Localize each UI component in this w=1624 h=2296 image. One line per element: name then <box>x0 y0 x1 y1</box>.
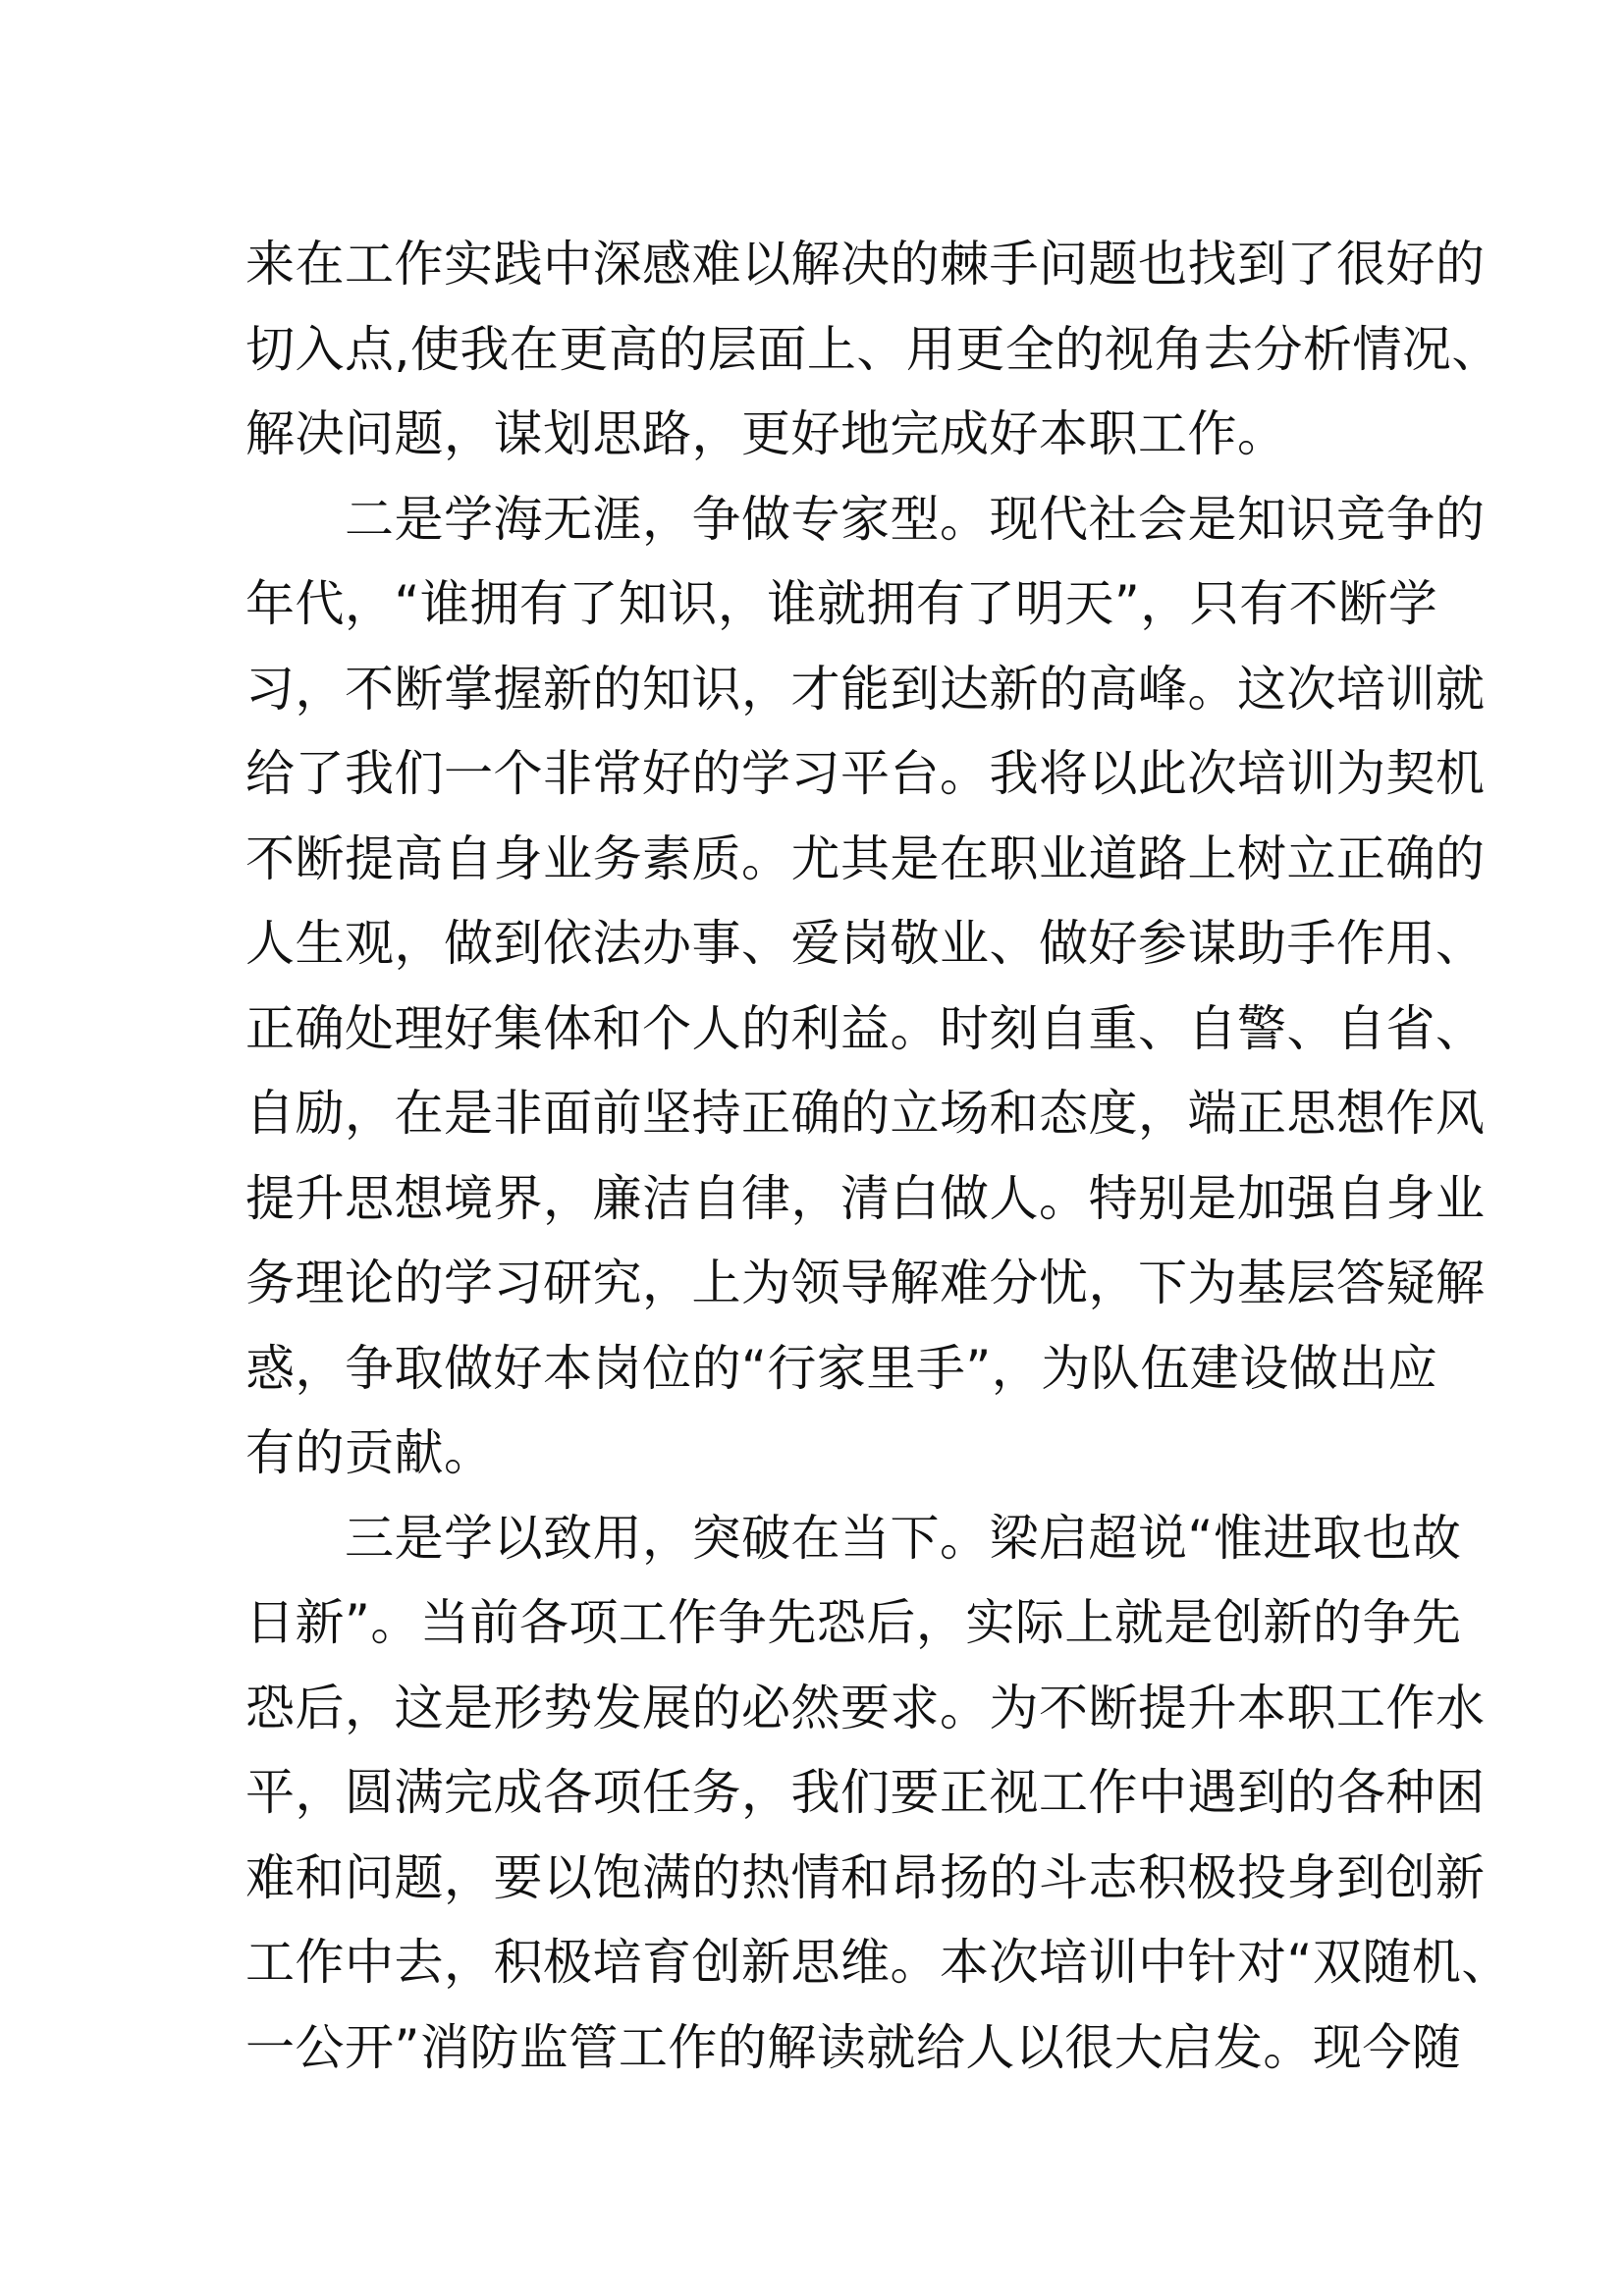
text-line: 一公开”消防监管工作的解读就给人以很大启发。现今随 <box>245 2018 1462 2076</box>
paragraph-start-line: 三是学以致用，突破在当下。梁启超说“惟进取也故 <box>245 1509 1462 1567</box>
text-line: 切入点,使我在更高的层面上、用更全的视角去分析情况、 <box>245 320 1501 378</box>
text-line: 提升思想境界，廉洁自律，清白做人。特别是加强自身业 <box>245 1169 1486 1227</box>
text-line: 务理论的学习研究，上为领导解难分忧，下为基层答疑解 <box>245 1255 1486 1311</box>
text-line: 恐后，这是形势发展的必然要求。为不断提升本职工作水 <box>245 1679 1486 1736</box>
text-line: 年代，“谁拥有了知识，谁就拥有了明天”，只有不断学 <box>245 575 1438 632</box>
paragraph-start-line: 二是学海无涯，争做专家型。现代社会是知识竞争的 <box>245 490 1486 548</box>
text-line: 有的贡献。 <box>245 1424 494 1481</box>
text-line: 工作中去，积极培育创新思维。本次培训中针对“双随机、 <box>245 1934 1511 1991</box>
text-line: 来在工作实践中深感难以解决的棘手问题也找到了很好的 <box>245 236 1486 293</box>
text-line: 习，不断掌握新的知识，才能到达新的高峰。这次培训就 <box>245 660 1486 718</box>
text-line: 给了我们一个非常好的学习平台。我将以此次培训为契机 <box>245 745 1486 802</box>
text-line: 平，圆满完成各项任务，我们要正视工作中遇到的各种困 <box>245 1764 1486 1821</box>
text-line: 解决问题，谋划思路，更好地完成好本职工作。 <box>245 405 1287 462</box>
text-line: 自励，在是非面前坚持正确的立场和态度，端正思想作风 <box>245 1085 1486 1142</box>
text-line: 不断提高自身业务素质。尤其是在职业道路上树立正确的 <box>245 829 1486 887</box>
text-line: 人生观，做到依法办事、爱岗敬业、做好参谋助手作用、 <box>245 915 1486 972</box>
text-line: 难和问题，要以饱满的热情和昂扬的斗志积极投身到创新 <box>245 1848 1486 1906</box>
text-line: 惑，争取做好本岗位的“行家里手”，为队伍建设做出应 <box>245 1339 1438 1397</box>
text-line: 日新”。当前各项工作争先恐后，实际上就是创新的争先 <box>245 1594 1462 1651</box>
text-line: 正确处理好集体和个人的利益。时刻自重、自警、自省、 <box>245 999 1486 1057</box>
body-text <box>245 222 1511 2090</box>
